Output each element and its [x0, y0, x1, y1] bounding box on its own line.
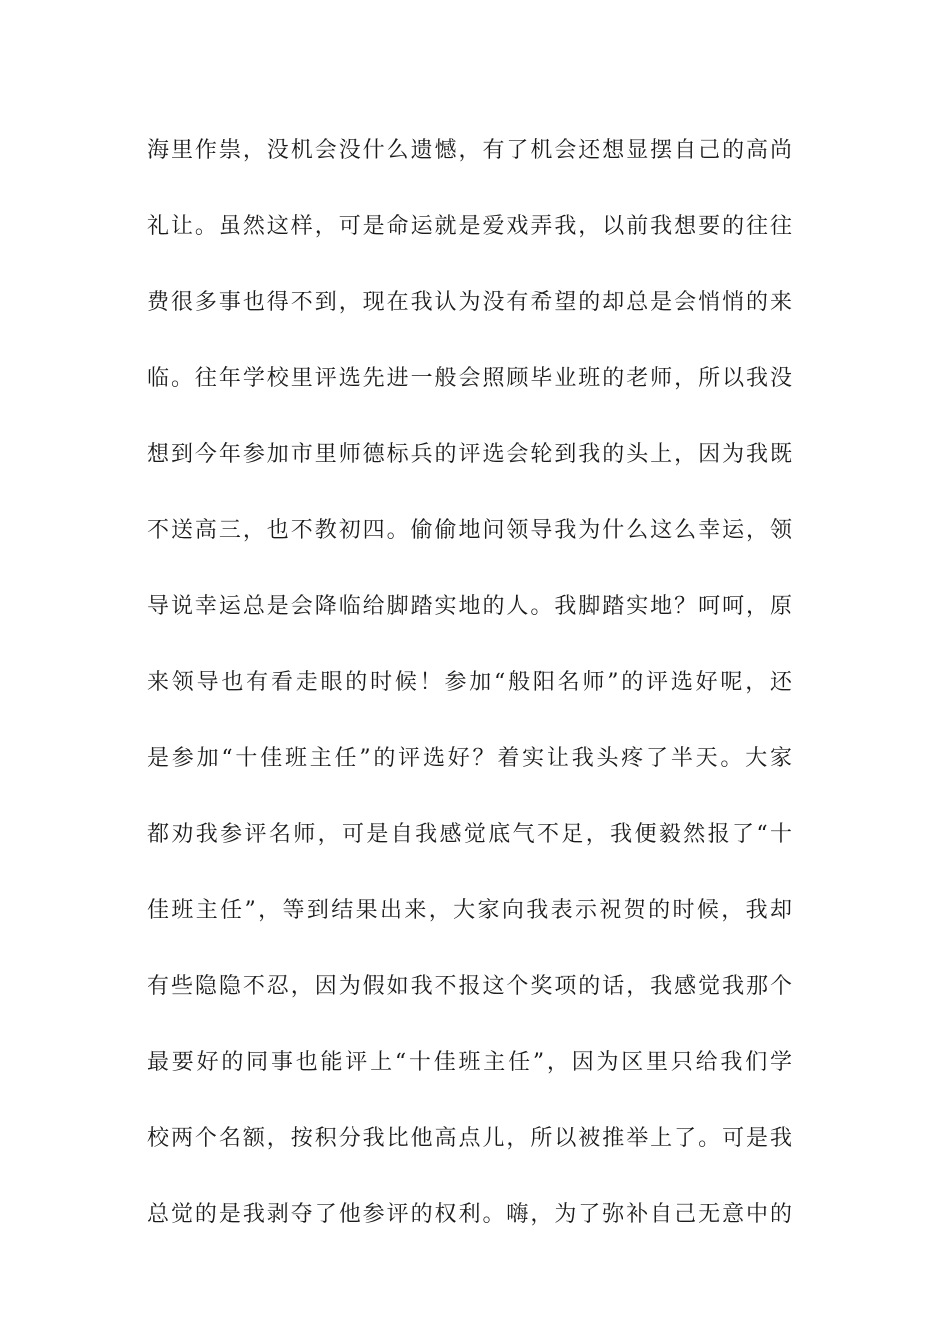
text-line: 来领导也有看走眼的时候！参加“般阳名师”的评选好呢，还 [147, 670, 792, 695]
text-line: 导说幸运总是会降临给脚踏实地的人。我脚踏实地？呵呵，原 [147, 594, 792, 619]
text-line: 是参加“十佳班主任”的评选好？着实让我头疼了半天。大家 [147, 746, 792, 771]
text-line: 礼让。虽然这样，可是命运就是爱戏弄我，以前我想要的往往 [147, 214, 792, 239]
body-text [147, 132, 792, 1272]
text-line: 最要好的同事也能评上“十佳班主任”，因为区里只给我们学 [147, 1050, 792, 1075]
text-line: 有些隐隐不忍，因为假如我不报这个奖项的话，我感觉我那个 [147, 974, 792, 999]
text-line: 佳班主任”，等到结果出来，大家向我表示祝贺的时候，我却 [147, 898, 792, 923]
text-line: 总觉的是我剥夺了他参评的权利。嗨，为了弥补自己无意中的 [147, 1202, 792, 1227]
text-line: 海里作祟，没机会没什么遗憾，有了机会还想显摆自己的高尚 [147, 138, 792, 163]
text-line: 临。往年学校里评选先进一般会照顾毕业班的老师，所以我没 [147, 366, 792, 391]
text-line: 想到今年参加市里师德标兵的评选会轮到我的头上，因为我既 [147, 442, 792, 467]
text-line: 费很多事也得不到，现在我认为没有希望的却总是会悄悄的来 [147, 290, 792, 315]
text-line: 都劝我参评名师，可是自我感觉底气不足，我便毅然报了“十 [147, 822, 792, 847]
text-line: 校两个名额，按积分我比他高点儿，所以被推举上了。可是我 [147, 1126, 792, 1151]
text-line: 不送高三，也不教初四。偷偷地问领导我为什么这么幸运，领 [147, 518, 792, 543]
